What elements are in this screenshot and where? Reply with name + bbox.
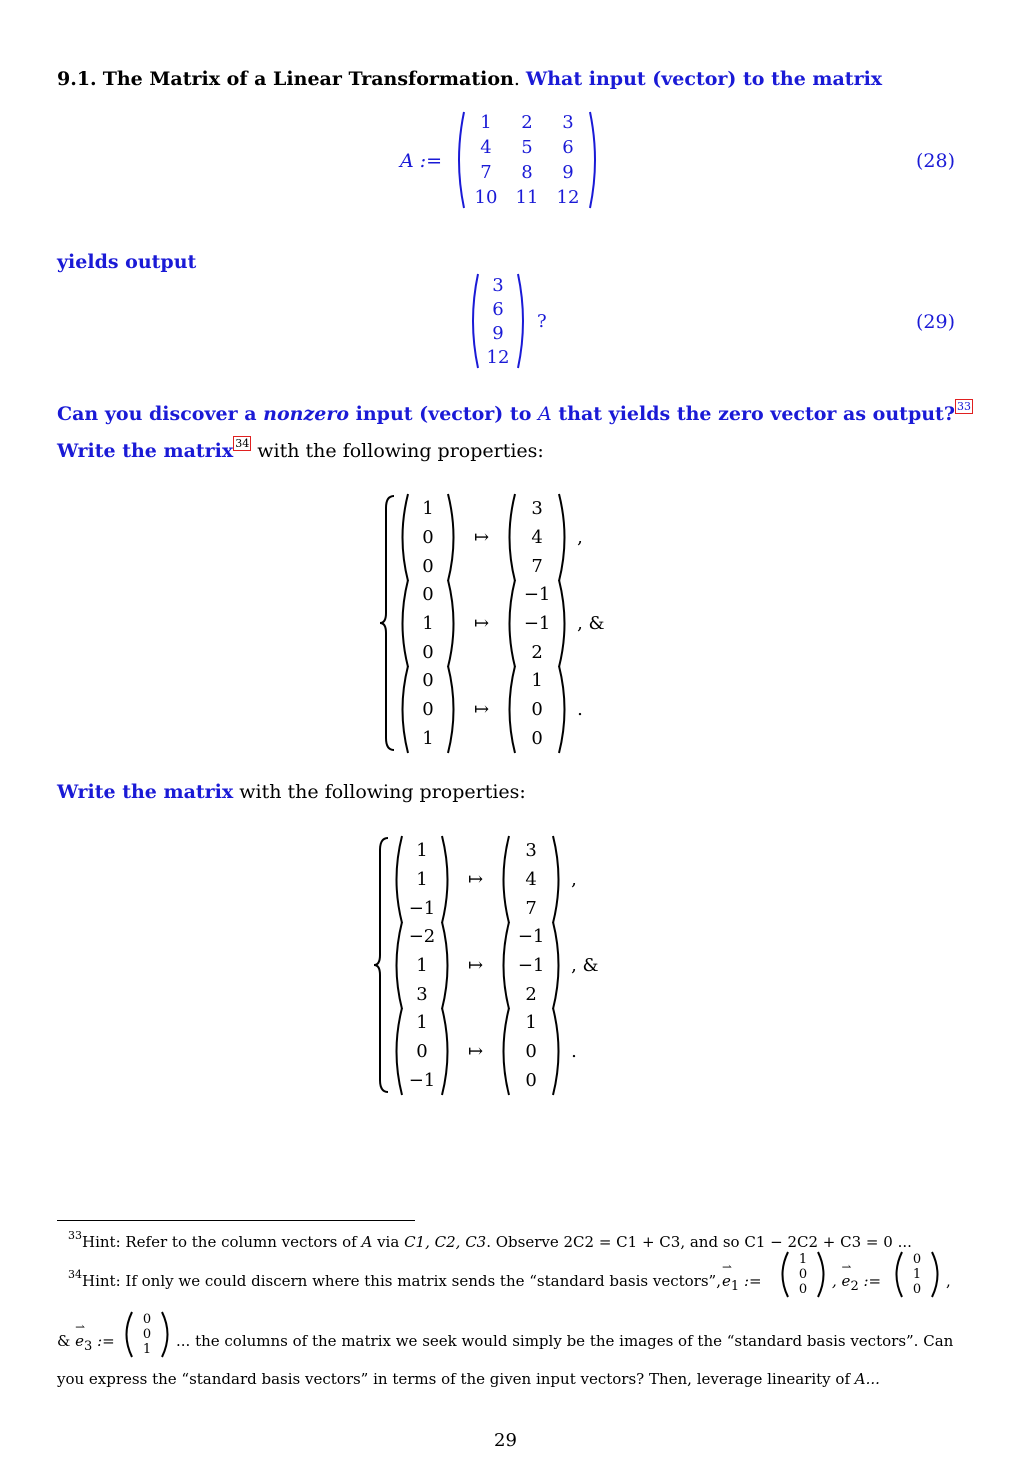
separator: . bbox=[577, 698, 583, 720]
maps-to-arrow: ↦ bbox=[474, 612, 490, 634]
matrix-entry: 5 bbox=[521, 137, 533, 158]
nonzero-question: Can you discover a nonzero input (vector) to A that yields the zero vector as output? $^{33}$ bbox=[57, 400, 971, 425]
vector-entry: 0 bbox=[531, 727, 543, 749]
vector-entry: 0 bbox=[422, 555, 434, 577]
vector-entry: 3 bbox=[416, 983, 428, 1005]
separator: , & bbox=[577, 612, 605, 634]
input-vector bbox=[390, 920, 454, 1011]
section-title: The Matrix of a Linear Transformation bbox=[102, 68, 514, 90]
vector-entry: −1 bbox=[408, 897, 436, 919]
vector-entry: 3 bbox=[525, 839, 537, 861]
e1-label: ⇀ $e_1$ := bbox=[722, 1272, 762, 1294]
vector-entry: 2 bbox=[525, 983, 537, 1005]
vector-entry: 0 bbox=[422, 669, 434, 691]
footnote-33: $^{33}$Hint: Refer to the column vectors of A via C1, C2, C3. Observe 2C2 = C1 + C3, and so C1 − 2C2 + C3 = 0 ... bbox=[68, 1229, 912, 1251]
vector-entry: 9 bbox=[492, 322, 504, 344]
matrix-entry: 11 bbox=[515, 187, 539, 208]
matrix-entry: 12 bbox=[556, 187, 580, 208]
vector-entry: −1 bbox=[517, 925, 545, 947]
input-vector bbox=[390, 1006, 454, 1097]
output-vector bbox=[503, 578, 571, 669]
vector-entry: 12 bbox=[486, 346, 510, 368]
vector-entry: 1 bbox=[416, 868, 428, 890]
mapping-row bbox=[390, 922, 599, 1008]
vector-entry: 1 bbox=[422, 497, 434, 519]
vector-entry: 6 bbox=[492, 298, 504, 320]
mapping-row bbox=[390, 1008, 599, 1094]
output-vector bbox=[497, 1006, 565, 1097]
output-vector bbox=[497, 834, 565, 925]
mapping-row bbox=[396, 494, 605, 580]
mapping-row bbox=[390, 836, 599, 922]
output-vector bbox=[466, 272, 530, 370]
vector-entry: 1 bbox=[416, 839, 428, 861]
left-brace bbox=[378, 494, 396, 752]
vector-entry: 0 bbox=[531, 698, 543, 720]
section-question: What input (vector) to the matrix bbox=[525, 68, 883, 90]
matrix-A bbox=[452, 110, 602, 210]
separator: , bbox=[577, 526, 583, 548]
vector-entry: 0 bbox=[422, 698, 434, 720]
vector-entry: 7 bbox=[525, 897, 537, 919]
e3-vector-inner bbox=[120, 1310, 174, 1359]
vector-entry: 1 bbox=[912, 1267, 922, 1282]
matrix-entry: 3 bbox=[562, 112, 574, 133]
maps-to-arrow: ↦ bbox=[468, 1040, 484, 1062]
system-1 bbox=[378, 494, 605, 752]
eq29-question-mark: ? bbox=[537, 311, 547, 332]
vector-entry: 0 bbox=[416, 1040, 428, 1062]
vector-entry: 1 bbox=[531, 669, 543, 691]
matrix-entry: 6 bbox=[562, 137, 574, 158]
vector-entry: 1 bbox=[142, 1342, 152, 1357]
matrix-entry: 9 bbox=[562, 162, 574, 183]
maps-to-arrow: ↦ bbox=[474, 698, 490, 720]
vector-entry: 0 bbox=[912, 1252, 922, 1267]
vector-entry: 4 bbox=[525, 868, 537, 890]
vector-entry: −1 bbox=[408, 1069, 436, 1091]
e3-vector bbox=[120, 1310, 174, 1359]
footnote-34-line3: you express the “standard basis vectors” in terms of the given input vectors? Then, leverage linearity of A... bbox=[57, 1370, 880, 1388]
eq28-number: (28) bbox=[916, 150, 956, 172]
maps-to-arrow: ↦ bbox=[468, 868, 484, 890]
separator: , & bbox=[571, 954, 599, 976]
mapping-row bbox=[396, 666, 605, 752]
vector-entry: 0 bbox=[422, 526, 434, 548]
input-vector bbox=[396, 578, 460, 669]
yields-output-text: yields output bbox=[57, 251, 197, 273]
mapping-row bbox=[396, 580, 605, 666]
vector-entry: 1 bbox=[798, 1252, 808, 1267]
e3-label: & ⇀ $e_3$ := bbox=[57, 1332, 115, 1354]
eq29-number: (29) bbox=[916, 311, 956, 333]
vector-entry: 1 bbox=[416, 954, 428, 976]
maps-to-arrow: ↦ bbox=[468, 954, 484, 976]
vector-entry: 0 bbox=[798, 1267, 808, 1282]
footnote-rule bbox=[57, 1220, 415, 1221]
matrix-entry: 10 bbox=[474, 187, 498, 208]
write-matrix-1: Write the matrix $^{34}$ with the following properties: bbox=[57, 437, 544, 462]
matrix-entry: 8 bbox=[521, 162, 533, 183]
vector-entry: 0 bbox=[142, 1312, 152, 1327]
vector-entry: 0 bbox=[422, 641, 434, 663]
vector-entry: −2 bbox=[408, 925, 436, 947]
e2-label: , ⇀ $e_2$ := bbox=[832, 1272, 881, 1294]
output-vector bbox=[497, 920, 565, 1011]
vector-entry: −1 bbox=[517, 954, 545, 976]
e1-vector-inner bbox=[776, 1250, 830, 1299]
vector-entry: 1 bbox=[416, 1011, 428, 1033]
vector-entry: 3 bbox=[531, 497, 543, 519]
section-number: 9.1. bbox=[57, 68, 97, 90]
vector-entry: 0 bbox=[422, 583, 434, 605]
output-vector-entries bbox=[480, 275, 516, 368]
input-vector bbox=[390, 834, 454, 925]
page-number: 29 bbox=[494, 1430, 517, 1451]
e1-vector bbox=[776, 1250, 830, 1299]
section-heading: 9.1. The Matrix of a Linear Transformation. What input (vector) to the matrix bbox=[57, 68, 883, 90]
e2-vector bbox=[890, 1250, 944, 1299]
vector-entry: −1 bbox=[523, 583, 551, 605]
vector-entry: 4 bbox=[531, 526, 543, 548]
vector-entry: 0 bbox=[912, 1282, 922, 1297]
system-2 bbox=[372, 836, 599, 1094]
matrix-A-entries bbox=[466, 112, 588, 208]
input-vector bbox=[396, 664, 460, 755]
vector-entry: 1 bbox=[422, 612, 434, 634]
vector-entry: 0 bbox=[142, 1327, 152, 1342]
left-brace bbox=[372, 836, 390, 1094]
footnote-34-line1: $^{34}$Hint: If only we could discern where this matrix sends the “standard basis vectors”, bbox=[68, 1268, 721, 1290]
output-vector bbox=[503, 492, 571, 583]
output-vector bbox=[503, 664, 571, 755]
vector-entry: 0 bbox=[525, 1040, 537, 1062]
vector-entry: 0 bbox=[525, 1069, 537, 1091]
footnote-link-34[interactable]: 34 bbox=[235, 437, 250, 450]
footnote-link-33[interactable]: 33 bbox=[956, 400, 971, 413]
vector-entry: 3 bbox=[492, 274, 504, 296]
matrix-entry: 4 bbox=[480, 137, 492, 158]
separator: . bbox=[571, 1040, 577, 1062]
matrix-entry: 2 bbox=[521, 112, 533, 133]
footnote-34-line2: ... the columns of the matrix we seek would simply be the images of the “standard basis vectors”. Can bbox=[176, 1332, 954, 1350]
vector-entry: 1 bbox=[525, 1011, 537, 1033]
write-matrix-2: Write the matrix with the following properties: bbox=[57, 781, 526, 803]
input-vector bbox=[396, 492, 460, 583]
separator: , bbox=[571, 868, 577, 890]
maps-to-arrow: ↦ bbox=[474, 526, 490, 548]
vector-entry: 1 bbox=[422, 727, 434, 749]
eq28-label: A := bbox=[400, 150, 443, 172]
vector-entry: −1 bbox=[523, 612, 551, 634]
e2-vector-inner bbox=[890, 1250, 944, 1299]
vector-entry: 0 bbox=[798, 1282, 808, 1297]
vector-entry: 7 bbox=[531, 555, 543, 577]
matrix-entry: 7 bbox=[480, 162, 492, 183]
matrix-entry: 1 bbox=[480, 112, 492, 133]
vector-entry: 2 bbox=[531, 641, 543, 663]
